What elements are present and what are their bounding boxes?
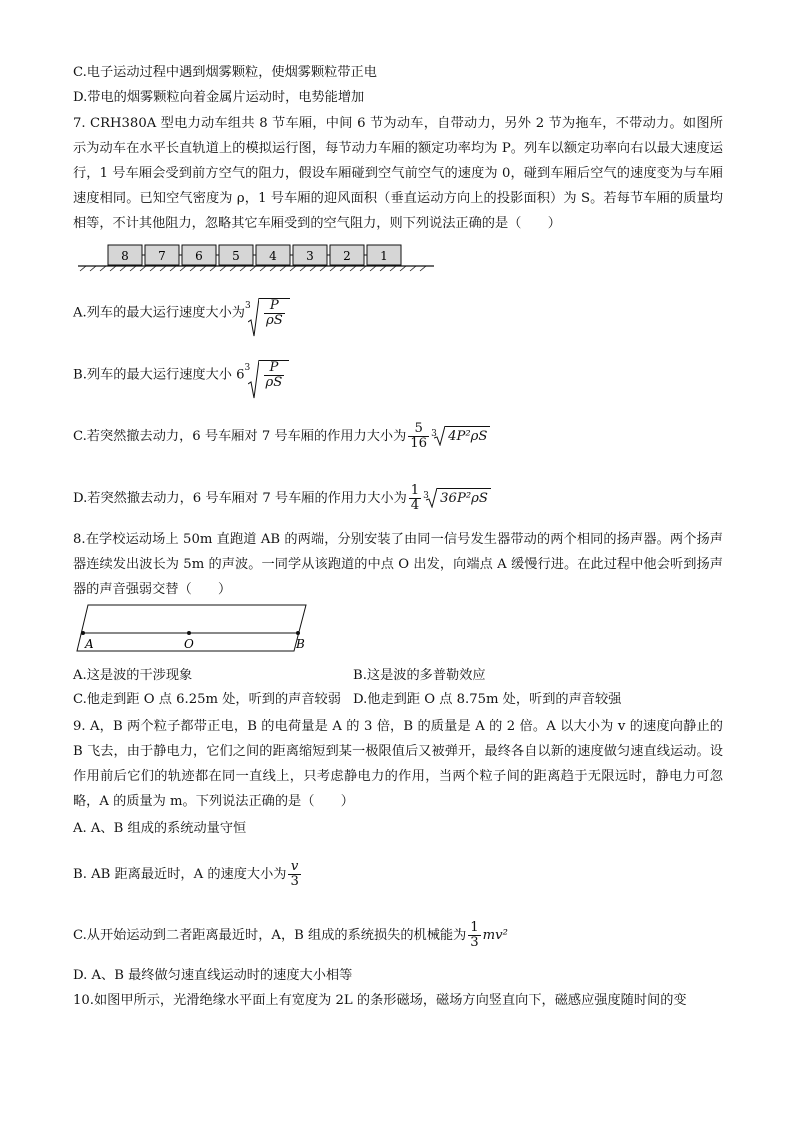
point-o-label: O (184, 637, 194, 651)
question-9-text: 9. A，B 两个粒子都带正电，B 的电荷量是 A 的 3 倍，B 的质量是 A 的 2 倍。A 以大小为 v 的速度向静止的 B 飞去，由于静电力，它们之间的距离缩短到某一极限值后又被弹开，最终各自以新的速度做匀速直线运动。设作用前后它们的轨迹都在同一直线上，只考虑静电力的作用，当两个粒子间的距离趋于无限远时，静电力可忽略，A 的质量为 m。下列说法正确的是（ ） (73, 719, 723, 809)
q9-option-d: D. A、B 最终做匀速直线运动时的速度大小相等 (73, 968, 353, 983)
question-10-text: 10.如图甲所示，光滑绝缘水平面上有宽度为 2L 的条形磁场，磁场方向竖直向下，磁感应强度随时间的变 (73, 993, 687, 1008)
q7-option-d-label: D.若突然撤去动力，6 号车厢对 7 号车厢的作用力大小为 (73, 491, 407, 506)
q8-option-b: B.这是波的多普勒效应 (353, 668, 486, 683)
point-a-label: A (85, 637, 94, 651)
q9-option-b-label: B. AB 距离最近时，A 的速度大小为 (73, 867, 287, 882)
train-car-label: 5 (232, 249, 240, 263)
q7-option-a (73, 298, 290, 328)
q8-options-row-1 (73, 666, 723, 686)
q7-option-a-root: 3 $\frac{P}{\rho S}$ (245, 298, 290, 328)
q9-option-c-tail: mv² (482, 928, 508, 943)
q7-option-b-label: B.列车的最大运行速度大小 6 (73, 367, 245, 383)
q9-option-c-frac: $\frac{1}{3}$ (470, 920, 479, 950)
q9-option-c (73, 921, 508, 950)
train-car-label: 8 (121, 249, 129, 263)
prev-option-d: D.带电的烟雾颗粒向着金属片运动时，电势能增加 (73, 90, 365, 105)
train-car-label: 1 (380, 249, 388, 263)
q7-option-c (73, 422, 490, 451)
q7-option-b (73, 360, 289, 390)
q9-option-b-frac: $\frac{v}{3}$ (290, 859, 299, 889)
q7-option-c-frac: $\frac{5}{16}$ (410, 421, 428, 451)
track-diagram (76, 604, 308, 656)
q7-option-d-frac: $\frac{1}{4}$ (410, 483, 420, 513)
train-car-label: 7 (158, 249, 166, 263)
question-7-text: 7. CRH380A 型电力动车组共 8 节车厢，中间 6 节为动车，自带动力，另外 2 节为拖车，不带动力。如图所示为动车在水平长直轨道上的模拟运行图，每节动力车厢的额定功率均为 P。列车以额定功率向右以最大速度运行，1 号车厢会受到前方空气的阻力，假设车厢碰到空气前空气的速度为 0，碰到车厢后空气的速度变为与车厢速度相同。已知空气密度为 ρ，1 号车厢的迎风面积（垂直运动方向上的投影面积）为 S。若每节车厢的质量均相等，不计其他阻力，忽略其它车厢受到的空气阻力，则下列说法正确的是（ ） (73, 116, 723, 231)
train-car-label: 2 (343, 249, 351, 263)
prev-option-c: C.电子运动过程中遇到烟雾颗粒，使烟雾颗粒带正电 (73, 65, 377, 80)
q7-option-c-root: 3 4P²ρS (431, 426, 490, 447)
train-car-label: 4 (269, 249, 277, 263)
train-car-label: 3 (306, 249, 314, 263)
q8-options-row-2 (73, 690, 723, 710)
q7-option-d (73, 484, 491, 513)
q8-option-d: D.他走到距 O 点 8.75m 处，听到的声音较强 (353, 692, 622, 707)
q9-option-b (73, 860, 303, 889)
q7-option-a-label: A.列车的最大运行速度大小为 (73, 305, 245, 321)
q7-option-b-root: 3 $\frac{P}{\rho S}$ (245, 360, 290, 390)
question-8-text: 8.在学校运动场上 50m 直跑道 AB 的两端，分别安装了由同一信号发生器带动的两个相同的扬声器。两个扬声器连续发出波长为 5m 的声波。一同学从该跑道的中点 O 出发，向端点 A 缓慢行进。在此过程中他会听到扬声器的声音强弱交替（ ） (73, 532, 723, 597)
train-car-label: 6 (195, 249, 203, 263)
q8-option-a: A.这是波的干涉现象 (73, 668, 193, 683)
q9-option-a: A. A、B 组成的系统动量守恒 (73, 821, 247, 836)
q7-option-d-root: 3 36P²ρS (423, 488, 491, 509)
q8-option-c: C.他走到距 O 点 6.25m 处，听到的声音较弱 (73, 692, 341, 707)
point-b-label: B (296, 637, 305, 651)
q7-option-c-label: C.若突然撤去动力，6 号车厢对 7 号车厢的作用力大小为 (73, 429, 407, 444)
train-diagram (78, 242, 436, 272)
q9-option-c-label: C.从开始运动到二者距离最近时，A，B 组成的系统损失的机械能为 (73, 928, 467, 943)
